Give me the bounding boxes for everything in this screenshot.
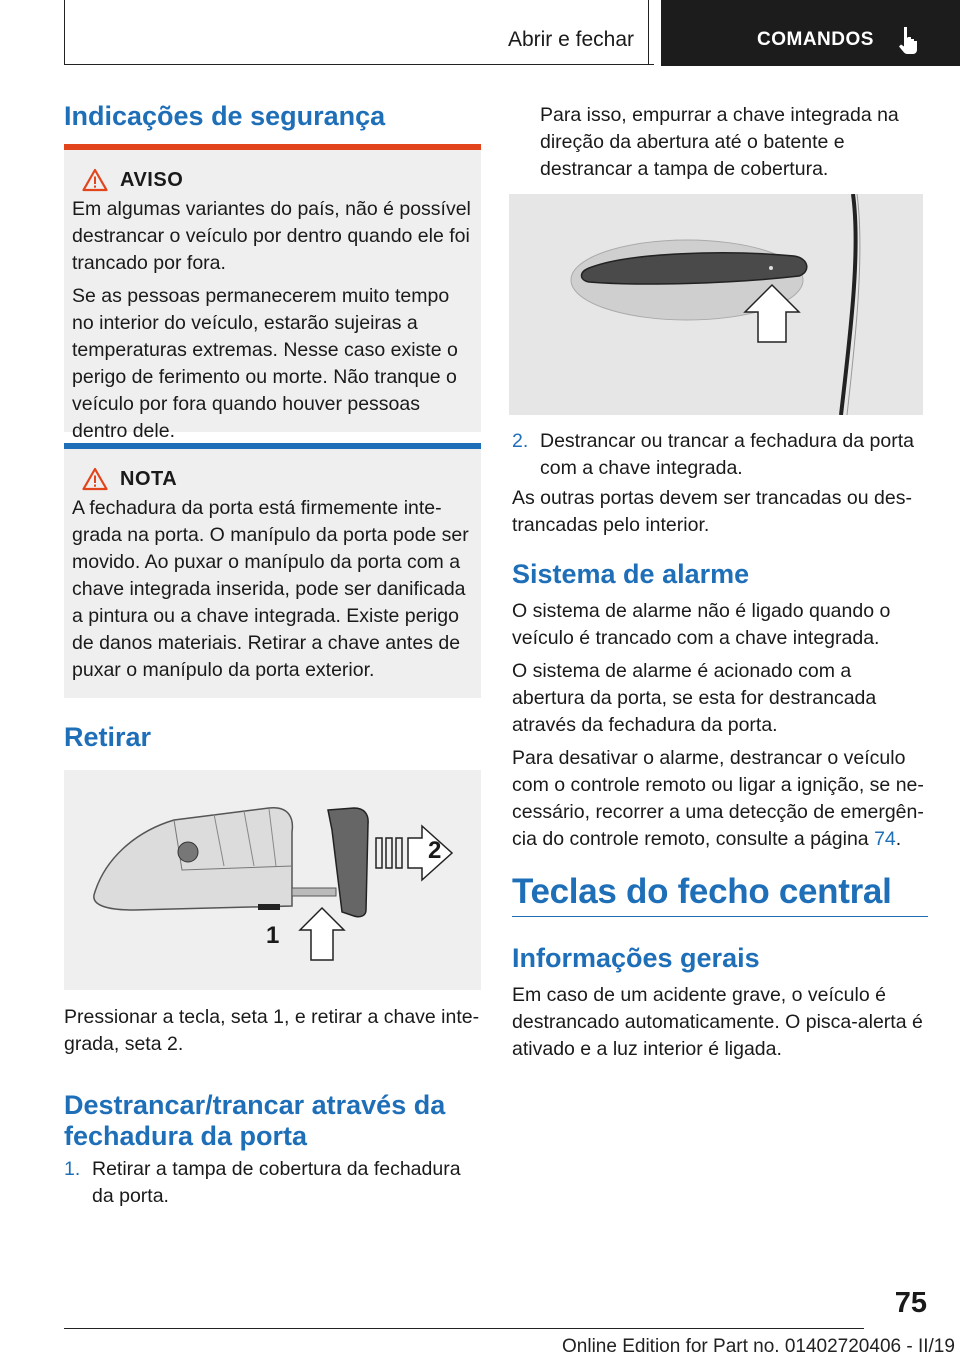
- header-divider-left: [64, 0, 65, 64]
- note-box: [64, 443, 481, 698]
- step-1-continuation-wrap: [540, 102, 928, 183]
- remove-text-wrap: [64, 1004, 481, 1058]
- alarm-text-wrap: [512, 598, 927, 853]
- header-divider-right: [648, 0, 649, 64]
- chapter-label: COMANDOS: [757, 29, 874, 50]
- alarm-paragraph-1: O sistema de alarme não é ligado quando o veículo é trancado com a chave integrada.: [512, 600, 891, 649]
- remove-heading-wrap: [64, 721, 481, 753]
- header-chapter-tab[interactable]: [661, 0, 960, 66]
- header-rule: [64, 64, 654, 65]
- step-2-number: 2.: [512, 430, 529, 452]
- key-illustration: [64, 770, 481, 990]
- list-item: [512, 428, 927, 482]
- section-title-safety: Indicações de segurança: [64, 101, 386, 131]
- note-paragraph: A fechadura da porta está firmemente integrada na porta. O manípulo da porta pode ser movido. Ao puxar o manípulo da porta com a chave integrada inserida, pode ser danificada a pintura ou a chave integrada. Existe perigo de danos materiais. Retirar a chave antes de puxar o manípulo da porta exterior.: [72, 497, 469, 681]
- arrow-label-2: 2: [428, 837, 442, 864]
- note-triangle-icon: [82, 467, 108, 491]
- warning-paragraph-1: Em algumas variantes do país, não é possível destrancar o veículo por dentro quando ele foi trancado por fora.: [72, 198, 471, 274]
- section-title-lock: Destrancar/trancar através da fechadura da porta: [64, 1090, 446, 1151]
- step-1-number: 1.: [64, 1158, 81, 1180]
- header-section-title: Abrir e fechar: [507, 28, 634, 51]
- door-handle-illustration: [509, 194, 923, 415]
- door-lock-figure: [509, 194, 923, 415]
- step-1-continuation: Para isso, empurrar a chave integrada na direção da abertura até o batente e destrancar a tampa de cobertura.: [540, 104, 899, 180]
- footer-rule: [64, 1328, 864, 1329]
- section-title-remove: Retirar: [64, 722, 152, 752]
- note-label: NOTA: [120, 467, 178, 490]
- alarm-paragraph-2: O sistema de alarme é acionado com a abertura da porta, se esta for destrancada através da fechadura da porta.: [512, 660, 877, 736]
- central-heading-wrap: [512, 872, 928, 917]
- section-title-alarm: Sistema de alarme: [512, 559, 750, 589]
- warning-label: AVISO: [120, 168, 184, 191]
- step-2-text: Destrancar ou trancar a fechadura da porta com a chave integrada.: [540, 430, 914, 479]
- remove-instruction: Pressionar a tecla, seta 1, e retirar a chave integrada, seta 2.: [64, 1006, 480, 1055]
- alarm-heading-wrap: [512, 558, 927, 590]
- warning-box: [64, 144, 481, 442]
- hand-pointer-icon: [897, 25, 919, 55]
- list-item: [64, 1156, 481, 1210]
- edition-footer: Online Edition for Part no. 01402720406 - II/19: [562, 1336, 955, 1357]
- step-2: [512, 428, 927, 482]
- key-removal-figure: [64, 770, 481, 990]
- step-1-text: Retirar a tampa de cobertura da fechadura da porta.: [92, 1158, 461, 1207]
- arrow-label-1: 1: [266, 922, 280, 949]
- step-1: [64, 1156, 481, 1210]
- other-doors-text: As outras portas devem ser trancadas ou destrancadas pelo interior.: [512, 487, 912, 536]
- alarm-paragraph-3: [512, 745, 927, 853]
- general-heading-wrap: [512, 942, 927, 974]
- alarm-paragraph-3-end: .: [895, 828, 902, 850]
- section-title-general: Informações gerais: [512, 943, 760, 973]
- warning-triangle-icon: [82, 168, 108, 192]
- page-number: 75: [894, 1287, 927, 1319]
- general-text-wrap: [512, 982, 927, 1063]
- safety-heading-wrap: [64, 100, 481, 132]
- general-paragraph: Em caso de um acidente grave, o veículo é destrancado automaticamente. O pisca-alerta é ativado e a luz interior é ligada.: [512, 984, 923, 1060]
- page-reference-link[interactable]: 74: [874, 828, 896, 850]
- other-doors-wrap: [512, 485, 927, 539]
- warning-paragraph-2: Se as pessoas permanecerem muito tempo no interior do veículo, estarão sujeiras a temperaturas extremas. Nesse caso existe o perigo de ferimento ou morte. Não tranque o veículo por fora quando houver pessoas dentro dele.: [72, 285, 458, 442]
- lock-heading-wrap: [64, 1090, 481, 1152]
- alarm-paragraph-3-text: Para desativar o alarme, destrancar o veículo com o controle remoto ou ligar a ignição, se necessário, recorrer a uma detecção de emergência do controle remoto, consulte a página: [512, 747, 924, 850]
- chapter-title-central-locking: Teclas do fecho central: [512, 872, 892, 911]
